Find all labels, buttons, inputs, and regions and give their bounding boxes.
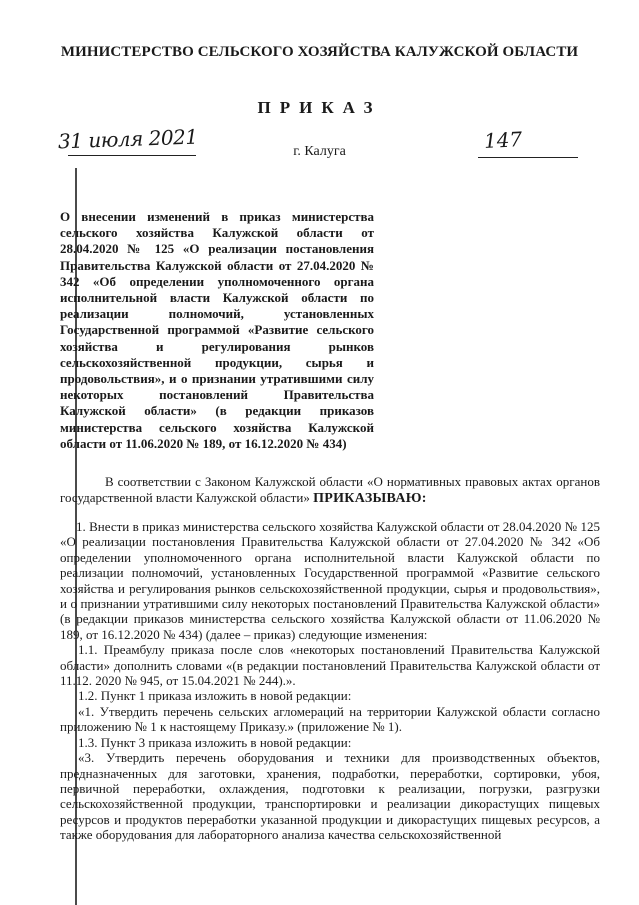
paragraph: 1.3. Пункт 3 приказа изложить в новой редакции:	[78, 734, 352, 750]
document-title: ПРИКАЗ	[257, 98, 382, 117]
handwritten-date: 31 июля 2021	[57, 124, 198, 154]
number-underline	[478, 157, 578, 158]
preamble	[60, 474, 600, 507]
order-body	[60, 519, 600, 843]
paragraph: «3. Утвердить перечень оборудования и техники для производственных объектов, предназначенных для заготовки, хранения, подработки, переработки, сортировки, убоя, первичной переработки, охлаждения, подготовки к реализации, погрузки, разгрузки сельскохозяйственной продукции, транспортировки и реализации дикорастущих пищевых ресурсов и продуктов переработки указанной продукции и дикорастущих пищевых ресурсов, а также оборудования для лабораторного анализа качества сельскохозяйственной	[60, 750, 600, 843]
ministry-name: МИНИСТЕРСТВО СЕЛЬСКОГО ХОЗЯЙСТВА КАЛУЖСКОЙ ОБЛАСТИ	[60, 44, 579, 60]
handwritten-number: 147	[483, 127, 523, 153]
paragraph: 1. Внести в приказ министерства сельского хозяйства Калужской области от 28.04.2020 № 125 «О реализации постановления Правительства Калужской области от 27.04.2020 № 342 «Об определении уполномоченного органа исполнительной власти Калужской области по реализации полномочий, установленных Государственной программой «Развитие сельского хозяйства и регулирования рынков сельскохозяйственной продукции, сырья и продовольствия», и о признании утратившими силу некоторых постановлений Правительства Калужской области» (в редакции приказов министерства сельского хозяйства Калужской области от 11.06.2020 № 189, от 16.12.2020 № 434) (далее – приказ) следующие изменения:	[60, 519, 600, 642]
order-subject: О внесении изменений в приказ министерства сельского хозяйства Калужской области от 28.04.2020 № 125 «О реализации постановления Правительства Калужской области от 27.04.2020 № 342 «Об определении уполномоченного органа исполнительной власти Калужской области по реализации полномочий, установленных Государственной программой «Развитие сельского хозяйства и регулирования рынков сельскохозяйственной продукции, сырья и продовольствия», и о признании утратившими силу некоторых постановлений Правительства Калужской области» (в редакции приказов министерства сельского хозяйства Калужской области от 11.06.2020 № 189, от 16.12.2020 № 434)	[60, 209, 374, 451]
city: г. Калуга	[293, 144, 346, 159]
preamble-text: В соответствии с Законом Калужской области «О нормативных правовых актах органов государственной власти Калужской области»	[60, 474, 600, 505]
command-word: ПРИКАЗЫВАЮ:	[313, 491, 427, 506]
paragraph: 1.1. Преамбулу приказа после слов «некоторых постановлений Правительства Калужской области» дополнить словами «(в редакции постановлений Правительства Калужской области от 11.12. 2020 № 945, от 15.04.2021 № 244).».	[60, 642, 600, 689]
paragraph: 1.2. Пункт 1 приказа изложить в новой редакции:	[78, 688, 352, 704]
paragraph: «1. Утвердить перечень сельских агломераций на территории Калужской области согласно приложению № 1 к настоящему Приказу.» (приложение № 1).	[60, 703, 600, 735]
